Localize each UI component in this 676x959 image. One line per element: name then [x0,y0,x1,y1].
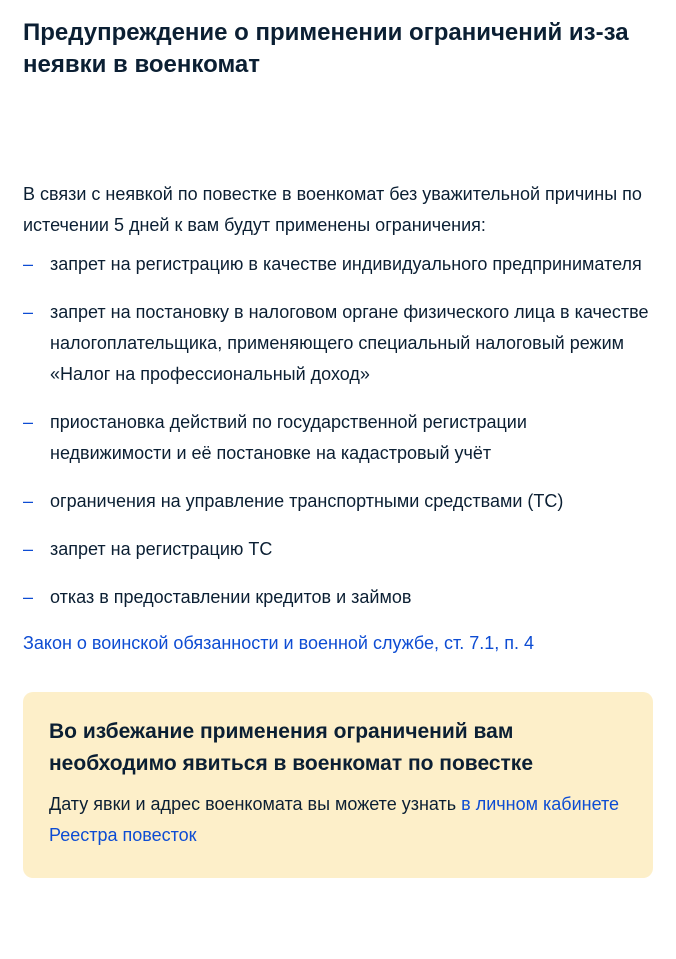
list-dash: – [23,412,34,432]
list-dash: – [23,539,34,559]
notice-text [49,789,627,851]
list-dash: – [23,254,34,274]
list-dash: – [23,491,34,511]
list-item [23,534,653,565]
list-item-text: запрет на регистрацию ТС [50,539,273,559]
list-item-text: отказ в предоставлении кредитов и займов [50,587,412,607]
list-item [23,407,653,469]
registry-account-link[interactable]: в личном кабинете Реестра повесток [49,794,620,845]
list-item-text: приостановка действий по государственной регистрации недвижимости и её постановке на кадастровый учёт [50,412,527,463]
list-item [23,249,653,280]
page-title: Предупреждение о применении ограничений из-за неявки в военкомат [23,19,629,78]
restrictions-list [23,249,653,613]
list-dash: – [23,302,34,322]
list-item-text: ограничения на управление транспортными средствами (ТС) [50,491,564,511]
notice-title: Во избежание применения ограничений вам необходимо явиться в военкомат по повестке [49,720,533,775]
notice-box [23,692,653,878]
intro-text: В связи с неявкой по повестке в военкомат без уважительной причины по истечении 5 дней к вам будут применены ограничения: [23,184,642,235]
list-item-text: запрет на постановку в налоговом органе физического лица в качестве налогоплательщика, применяющего специальный налоговый режим «Налог на профессиональный доход» [50,302,649,384]
list-item [23,582,653,613]
notice-text-prefix: Дату явки и адрес военкомата вы можете узнать [49,794,462,814]
law-reference-link[interactable]: Закон о воинской обязанности и военной службе, ст. 7.1, п. 4 [23,633,535,653]
list-dash: – [23,587,34,607]
list-item-text: запрет на регистрацию в качестве индивидуального предпринимателя [50,254,642,274]
page-content [23,0,653,878]
list-item [23,486,653,517]
list-item [23,297,653,390]
